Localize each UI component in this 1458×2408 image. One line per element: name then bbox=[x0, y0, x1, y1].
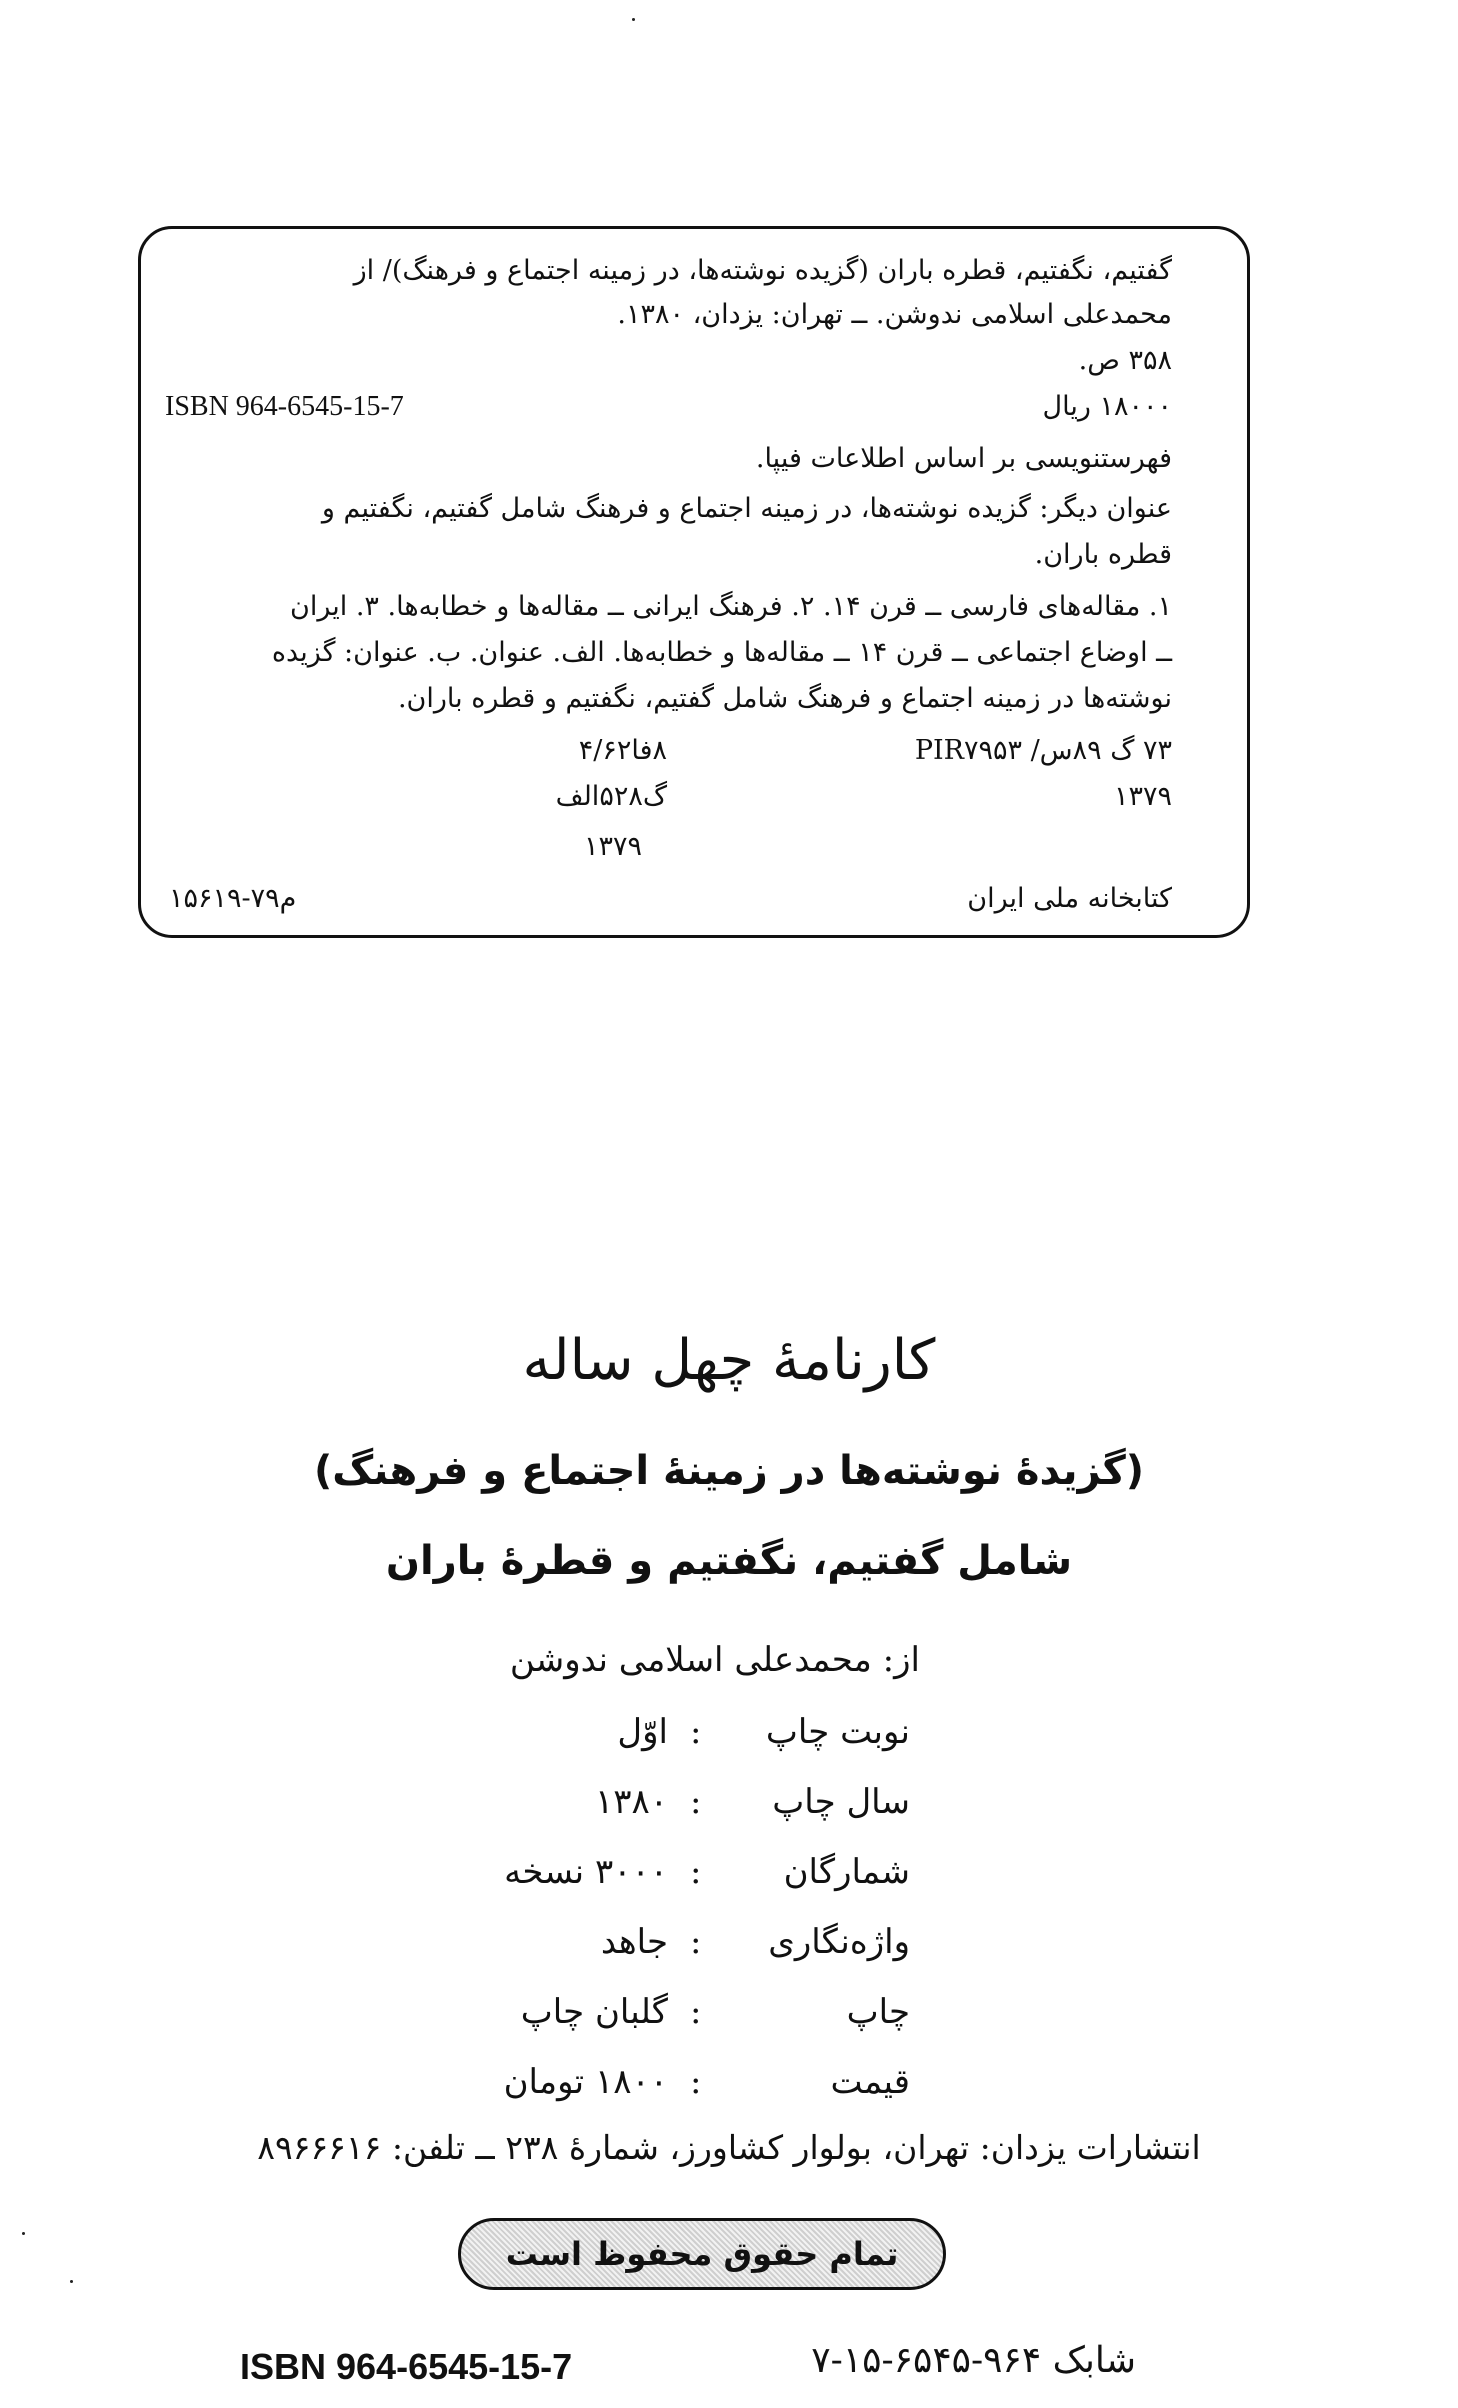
detail-colon: : bbox=[690, 1992, 702, 2032]
detail-label: نوبت چاپ bbox=[765, 1712, 910, 1752]
detail-price bbox=[0, 2062, 1458, 2122]
detail-value: ۱۸۰۰ تومان bbox=[503, 2062, 668, 2102]
book-subtitle-contents: شامل گفتیم، نگفتیم و قطرهٔ باران bbox=[385, 1538, 1073, 1584]
detail-value: ۱۳۸۰ bbox=[594, 1782, 668, 1822]
cip-title-line: گفتیم، نگفتیم، قطره باران (گزیده نوشته‌ها، در زمینه اجتماع و فرهنگ)/ از bbox=[353, 255, 1172, 286]
detail-value: جاهد bbox=[600, 1922, 668, 1962]
detail-value: گلبان چاپ bbox=[520, 1992, 668, 2032]
detail-label: واژه‌نگاری bbox=[768, 1922, 910, 1962]
cip-class-dewey-year: ۱۳۷۹ bbox=[583, 831, 642, 862]
cip-alt-title-1: عنوان دیگر: گزیده نوشته‌ها، در زمینه اجتماع و فرهنگ شامل گفتیم، نگفتیم و bbox=[321, 493, 1172, 524]
author-line: از: محمدعلی اسلامی ندوشن bbox=[509, 1640, 920, 1680]
detail-colon: : bbox=[690, 1852, 702, 1892]
cip-alt-title-2: قطره باران. bbox=[1034, 539, 1172, 570]
rights-reserved-badge: تمام حقوق محفوظ است bbox=[458, 2218, 946, 2290]
detail-value: ۳۰۰۰ نسخه bbox=[504, 1852, 668, 1892]
cip-record-box bbox=[138, 226, 1250, 938]
detail-colon: : bbox=[690, 1922, 702, 1962]
detail-typesetting bbox=[0, 1922, 1458, 1982]
detail-colon: : bbox=[690, 1782, 702, 1822]
detail-label: قیمت bbox=[830, 2062, 910, 2102]
scan-speck bbox=[632, 18, 635, 21]
detail-label: سال چاپ bbox=[772, 1782, 910, 1822]
detail-label: چاپ bbox=[846, 1992, 910, 2032]
cip-price: ۱۸۰۰۰ ریال bbox=[1042, 391, 1172, 422]
cip-library-number: م۷۹-۱۵۶۱۹ bbox=[169, 883, 297, 914]
cip-subjects-1: ۱. مقاله‌های فارسی ــ قرن ۱۴. ۲. فرهنگ ایرانی ــ مقاله‌ها و خطابه‌ها. ۳. ایران bbox=[290, 591, 1172, 622]
scan-speck bbox=[22, 2232, 25, 2235]
detail-printer bbox=[0, 1992, 1458, 2052]
book-subtitle: (گزیدهٔ نوشته‌ها در زمینهٔ اجتماع و فرهنگ) bbox=[313, 1448, 1145, 1494]
scan-speck bbox=[70, 2280, 73, 2283]
cip-imprint-line: محمدعلی اسلامی ندوشن. ــ تهران: یزدان، ۱۳۸۰. bbox=[617, 299, 1172, 330]
cip-note: فهرستنویسی بر اساس اطلاعات فیپا. bbox=[755, 443, 1172, 474]
cip-isbn: ISBN 964-6545-15-7 bbox=[165, 391, 404, 422]
cip-class-dewey: ۸فا۴/۶۲ bbox=[578, 735, 667, 766]
cip-library: کتابخانه ملی ایران bbox=[967, 883, 1172, 914]
cip-pages: ۳۵۸ ص. bbox=[1078, 345, 1172, 376]
cip-class-pir-year: ۱۳۷۹ bbox=[1113, 781, 1172, 812]
isbn-persian: شابک ۹۶۴-۶۵۴۵-۱۵-۷ bbox=[811, 2340, 1136, 2381]
book-title: کارنامهٔ چهل ساله bbox=[522, 1328, 936, 1393]
detail-value: اوّل bbox=[617, 1712, 668, 1752]
detail-colon: : bbox=[690, 2062, 702, 2102]
detail-colon: : bbox=[690, 1712, 702, 1752]
cip-class-dewey-2: گ۵۲۸الف bbox=[555, 781, 667, 812]
detail-edition bbox=[0, 1712, 1458, 1772]
isbn-latin: ISBN 964-6545-15-7 bbox=[240, 2346, 573, 2387]
detail-year bbox=[0, 1782, 1458, 1842]
detail-label: شمارگان bbox=[783, 1852, 910, 1892]
cip-subjects-2: ــ اوضاع اجتماعی ــ قرن ۱۴ ــ مقاله‌ها و خطابه‌ها. الف. عنوان. ب. عنوان: گزیده bbox=[271, 637, 1172, 668]
cip-class-pir: ۷۳ گ ۸۹س/ PIR۷۹۵۳ bbox=[914, 735, 1172, 766]
detail-print-run bbox=[0, 1852, 1458, 1912]
cip-subjects-3: نوشته‌ها در زمینه اجتماع و فرهنگ شامل گفتیم، نگفتیم و قطره باران. bbox=[397, 683, 1172, 714]
publisher-address: انتشارات یزدان: تهران، بولوار کشاورز، شمارهٔ ۲۳۸ ــ تلفن: ۸۹۶۶۶۱۶ bbox=[257, 2128, 1201, 2167]
